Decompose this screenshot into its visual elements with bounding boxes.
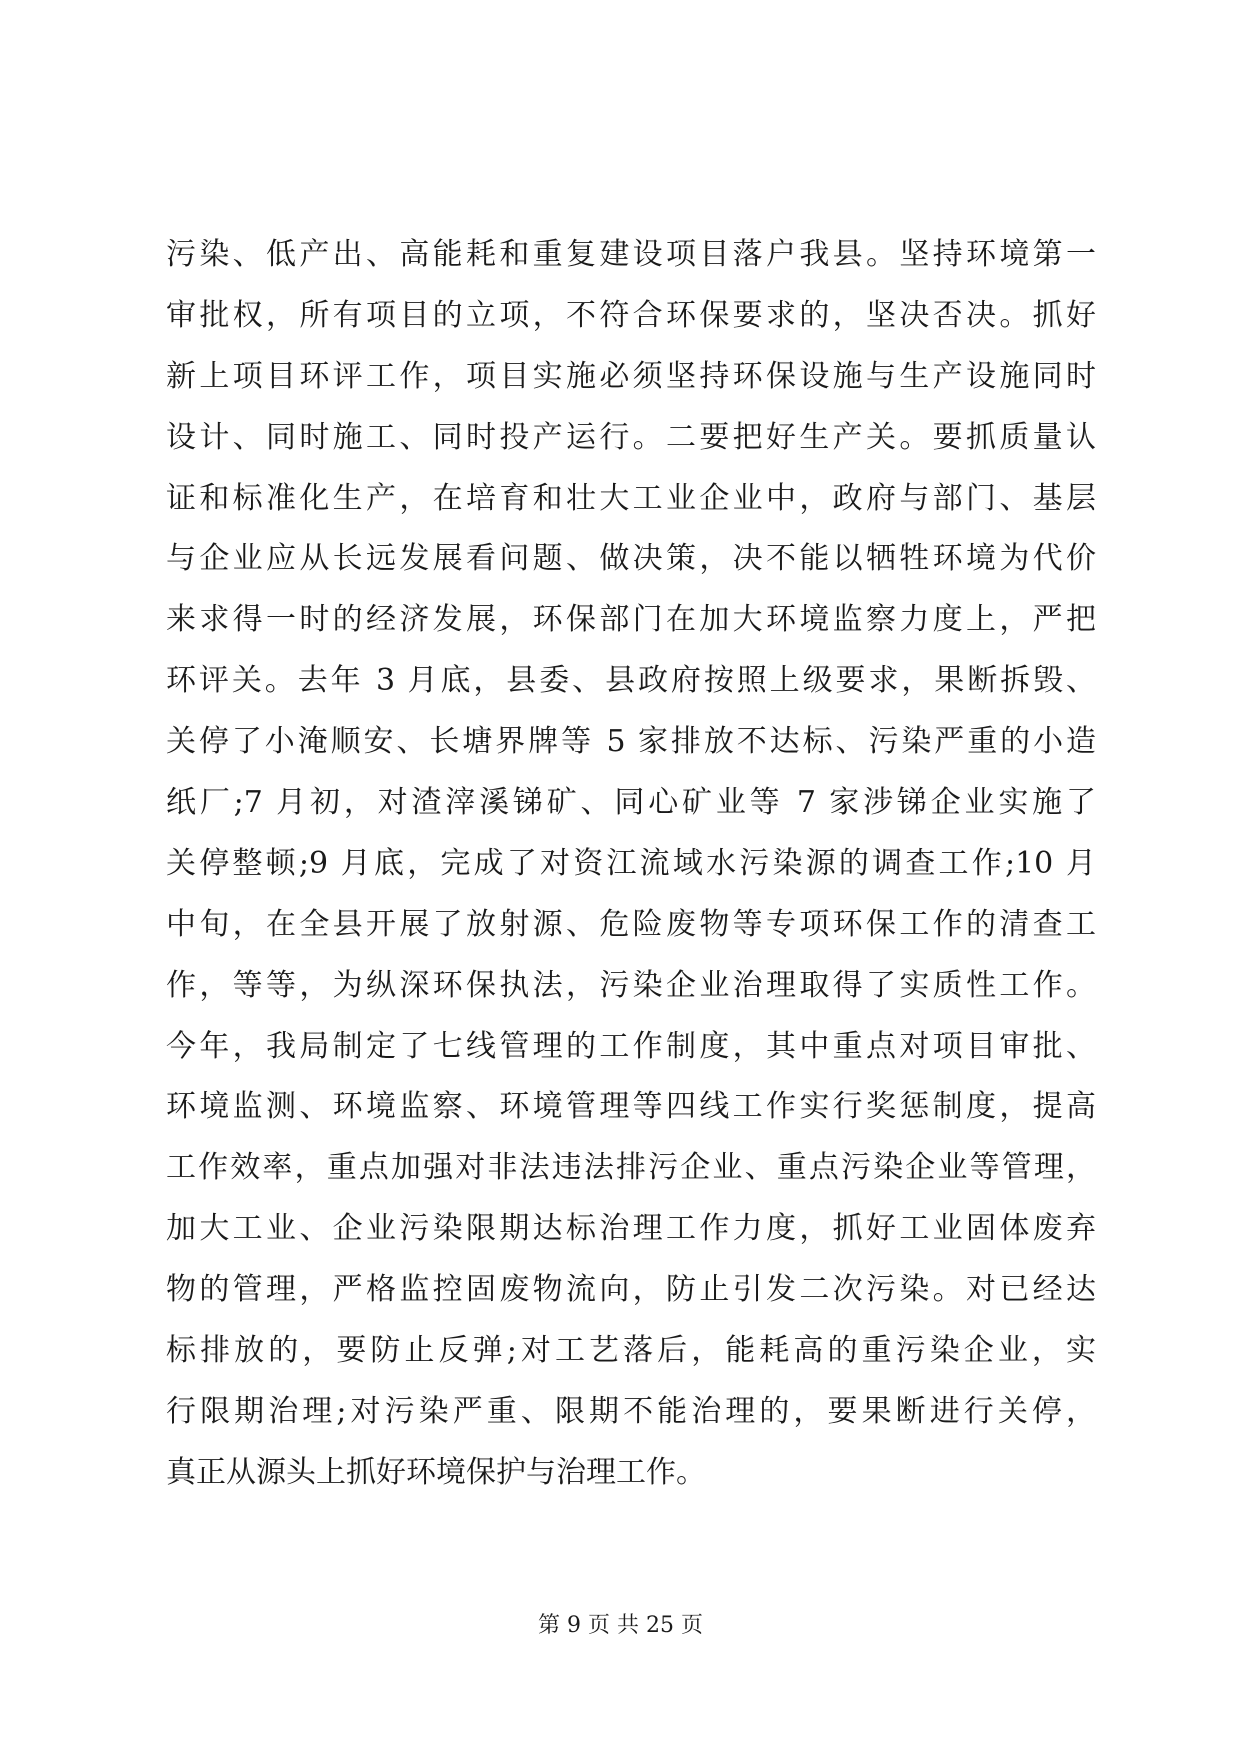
- text-line: 审批权，所有项目的立项，不符合环保要求的，坚决否决。抓好: [166, 297, 1096, 333]
- text-line: 中旬，在全县开展了放射源、危险废物等专项环保工作的清查工: [166, 906, 1096, 942]
- text-line: 污染、低产出、高能耗和重复建设项目落户我县。坚持环境第一: [166, 237, 1096, 272]
- text-line: 关停了小淹顺安、长塘界牌等 5 家排放不达标、污染严重的小造: [166, 724, 1096, 760]
- text-line: 来求得一时的经济发展，环保部门在加大环境监察力度上，严把: [166, 602, 1096, 638]
- page-number-footer: 第 9 页 共 25 页: [538, 1613, 703, 1638]
- text-line: 设计、同时施工、同时投产运行。二要把好生产关。要抓质量认: [166, 419, 1096, 455]
- text-line: 标排放的，要防止反弹;对工艺落后，能耗高的重污染企业，实: [166, 1333, 1096, 1369]
- text-line: 证和标准化生产，在培育和壮大工业企业中，政府与部门、基层: [166, 480, 1096, 516]
- text-line: 环评关。去年 3 月底，县委、县政府按照上级要求，果断拆毁、: [166, 663, 1096, 699]
- text-line: 工作效率，重点加强对非法违法排污企业、重点污染企业等管理，: [166, 1150, 1096, 1186]
- text-line: 作，等等，为纵深环保执法，污染企业治理取得了实质性工作。: [166, 967, 1096, 1003]
- body-text: [166, 225, 1096, 1504]
- text-line: 新上项目环评工作，项目实施必须坚持环保设施与生产设施同时: [166, 358, 1096, 394]
- text-line: 环境监测、环境监察、环境管理等四线工作实行奖惩制度，提高: [166, 1089, 1096, 1125]
- text-line: 今年，我局制定了七线管理的工作制度，其中重点对项目审批、: [166, 1028, 1096, 1064]
- text-line: 与企业应从长远发展看问题、做决策，决不能以牺牲环境为代价: [166, 541, 1096, 577]
- text-line: 物的管理，严格监控固废物流向，防止引发二次污染。对已经达: [166, 1272, 1096, 1308]
- text-line: 纸厂;7 月初，对渣滓溪锑矿、同心矿业等 7 家涉锑企业实施了: [166, 785, 1096, 821]
- text-line: 真正从源头上抓好环境保护与治理工作。: [166, 1454, 706, 1490]
- text-line: 行限期治理;对污染严重、限期不能治理的，要果断进行关停，: [166, 1393, 1096, 1429]
- text-line: 关停整顿;9 月底，完成了对资江流域水污染源的调查工作;10 月: [166, 845, 1096, 881]
- text-line: 加大工业、企业污染限期达标治理工作力度，抓好工业固体废弃: [166, 1211, 1096, 1247]
